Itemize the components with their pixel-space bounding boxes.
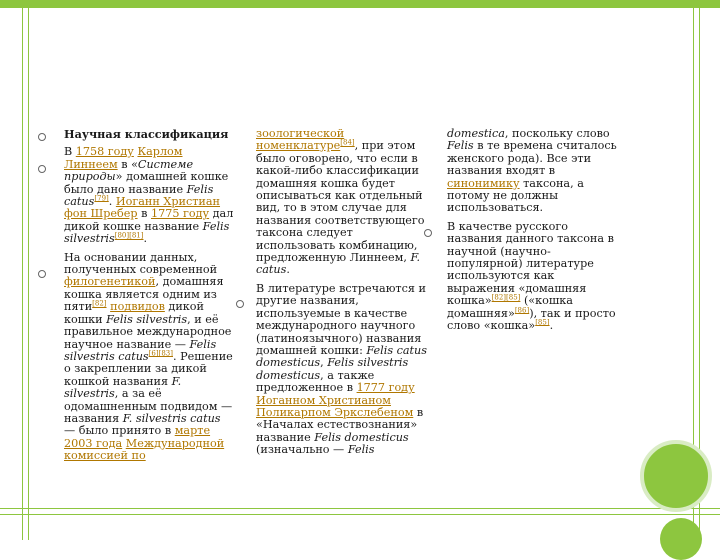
link-commission[interactable]: Международной комиссией по [64,436,225,463]
footnote-link[interactable]: [86] [514,305,530,314]
footnote-link[interactable]: [82] [92,299,107,308]
paragraph-classification-history: В 1758 году Карлом Линнеем в «Системе природы» домашней кошке было дано название Felis catus[79]. Иоганн Христиан фон Шребер в 1775 году дал дикой кошке название Felis silvestris[80][81]. [64,145,234,246]
bullet-icon [236,300,244,308]
paragraph-synonyms: domestica, поскольку слово Felis в те времена считалось женского рода). Все эти названия входят в синонимику таксона, а потому не должны использоваться. [447,127,617,215]
frame-line-left-inner [28,0,29,540]
section-heading: Научная классификация [64,127,229,141]
footnote-link[interactable]: [6][83] [148,349,173,358]
text-column-3 [447,128,619,339]
bullet-icon [38,270,46,278]
top-accent-bar [0,0,720,8]
paragraph-other-names: В литературе встречаются и другие названия, используемые в качестве международного научного (латиноязычного) названия домашней кошки: Felis catus domesticus, Felis silvestris domesticus, а также предложенное в 1777 году Иоганном Христианом Поликарпом Эркслебеном в «Началах естествознания» название Felis domesticus (изначально — Felis [256,281,427,457]
frame-line-bottom [0,508,720,509]
link-1775[interactable]: 1775 году [151,207,210,221]
link-erxleben[interactable]: Иоганном Христианом Поликарпом Эркслебеном [256,393,414,419]
text-column-1 [64,128,234,469]
bullet-icon [38,165,46,173]
paragraph-phylogenetics: На основании данных, полученных современной филогенетикой, домашняя кошка является одним из пяти[82] подвидов дикой кошки Felis silvestris, и её правильное международное научное название — Felis silvestris catus[6][83]. Решение о закреплении за дикой кошкой названия F. silvestris, а за её одомашненным подвидом — названия F. silvestris catus — было принято в марте 2003 года Международной комиссией по [64,250,233,463]
paragraph-nomenclature: зоологической номенклатуре[84], при этом было оговорено, что если в какой-либо классификации домашняя кошка будет описываться как отдельный вид, то в этом случае для названия соответствующего таксона следует использовать комбинацию, предложенную Линнеем, F. catus. [256,127,425,277]
text-column-2 [256,128,428,463]
link-linnaeus[interactable]: Карлом Линнеем [64,145,183,171]
footnote-link[interactable]: [79] [94,194,109,203]
footnote-link[interactable]: [82][85] [491,293,521,302]
link-schreber[interactable]: Иоганн Христиан фон Шребер [64,195,221,221]
footnote-link[interactable]: [80][81] [114,231,144,240]
link-1777[interactable]: 1777 году [356,381,415,395]
footnote-link[interactable]: [84] [340,138,355,147]
decorative-circle-small [660,518,702,560]
link-subspecies[interactable]: подвидов [110,300,165,314]
frame-line-bottom-inner [0,514,720,515]
link-1758[interactable]: 1758 году [75,145,134,159]
link-phylogenetics[interactable]: филогенетикой [64,275,156,289]
bullet-icon [38,133,46,141]
decorative-circle-large [640,440,712,512]
paragraph-russian-name: В качестве русского названия данного таксона в научной (научно-популярной) литературе используются как выражения «домашняя кошка»[82][85] («кошка домашняя»[86]), так и просто слово «кошка»[85]. [447,219,616,333]
frame-line-left [22,0,23,540]
link-march-2003[interactable]: марте 2003 года [64,424,211,450]
footnote-link[interactable]: [85] [535,318,550,327]
link-synonymy[interactable]: синонимику [447,176,520,190]
link-zoological-nomenclature[interactable]: зоологической номенклатуре [256,127,345,153]
